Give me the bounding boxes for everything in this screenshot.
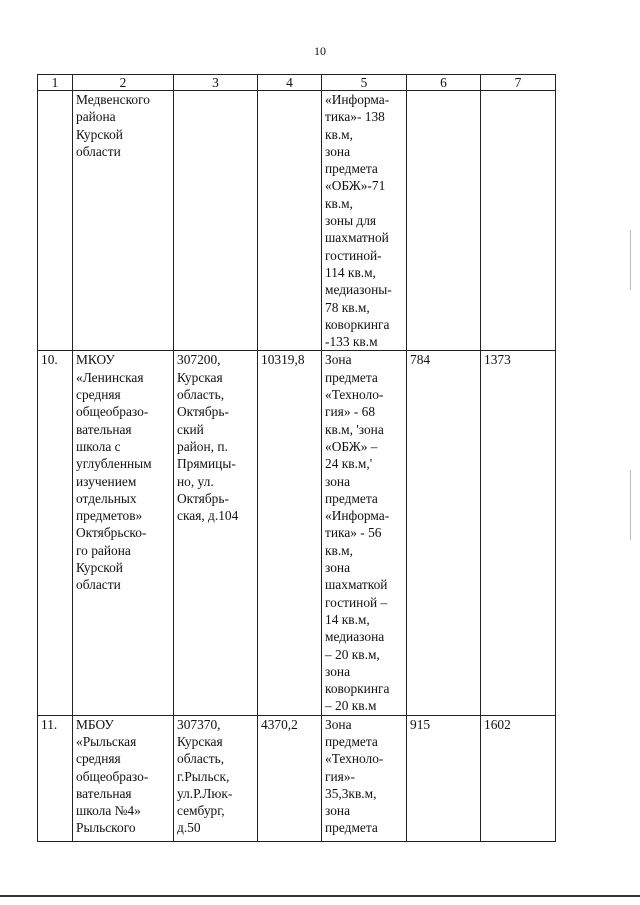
table-row [38,351,556,715]
area-cell: 4370,2 [258,715,322,841]
table-row [38,91,556,351]
page-number: 10 [314,44,326,58]
schools-table [37,74,556,842]
scan-edge-line [0,895,640,897]
row-number-cell: 10. [38,351,73,715]
column-7-cell: 1602 [481,715,556,841]
area-cell [258,91,322,351]
column-7-cell: 1373 [481,351,556,715]
table-header-row [38,75,556,91]
area-cell: 10319,8 [258,351,322,715]
row-number-cell [38,91,73,351]
school-name-cell: Медвенского района Курской области [73,91,174,351]
zones-cell: Зона предмета «Техноло- гия» - 68 кв.м, 'зона «ОБЖ» – 24 кв.м,' зона предмета «Информа- тика» - 56 кв.м, зона шахматкой гостиной – 14 кв.м, медиазона – 20 кв.м, зона коворкинга – 20 кв.м [322,351,407,715]
column-header: 4 [258,75,322,91]
zones-cell: «Информа- тика»- 138 кв.м, зона предмета «ОБЖ»-71 кв.м, зоны для шахматной гостиной- 114 кв.м, медиазоны- 78 кв.м, коворкинга -133 кв.м [322,91,407,351]
column-header: 5 [322,75,407,91]
column-header: 6 [407,75,481,91]
school-name-cell: МБОУ «Рыльская средняя общеобразо- вательная школа №4» Рыльского [73,715,174,841]
column-header: 2 [73,75,174,91]
column-header: 1 [38,75,73,91]
column-7-cell [481,91,556,351]
row-number-cell: 11. [38,715,73,841]
address-cell: 307200, Курская область, Октябрь- ский район, п. Прямицы- но, ул. Октябрь- ская, д.104 [174,351,258,715]
table-row [38,715,556,841]
school-name-cell: МКОУ «Ленинская средняя общеобразо- вательная школа с углубленным изучением отдельных предметов» Октябрьско- го района Курской области [73,351,174,715]
column-6-cell: 915 [407,715,481,841]
column-6-cell [407,91,481,351]
address-cell [174,91,258,351]
scan-mark [630,470,631,540]
column-6-cell: 784 [407,351,481,715]
zones-cell: Зона предмета «Техноло- гия»- 35,3кв.м, зона предмета [322,715,407,841]
address-cell: 307370, Курская область, г.Рыльск, ул.Р.Люк- сембург, д.50 [174,715,258,841]
column-header: 3 [174,75,258,91]
column-header: 7 [481,75,556,91]
scan-mark [630,230,631,290]
